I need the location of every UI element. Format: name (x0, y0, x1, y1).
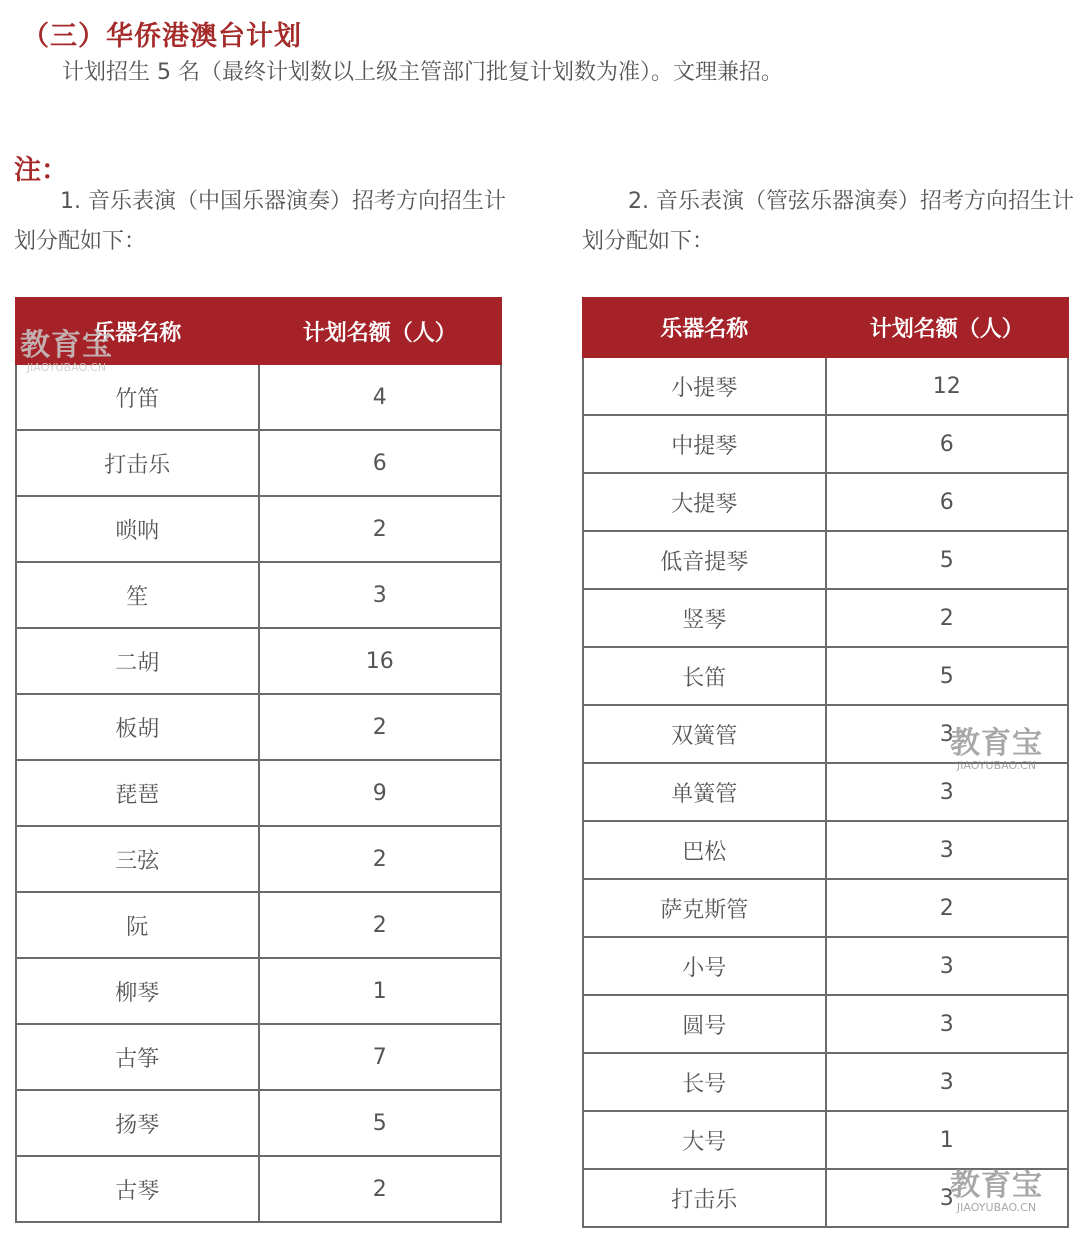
header-quota: 计划名额（人） (826, 298, 1069, 357)
instrument-name-cell: 长号 (583, 1053, 826, 1111)
table-row (16, 1024, 501, 1090)
table-row (16, 1156, 501, 1222)
header-quota: 计划名额（人） (259, 298, 502, 364)
instrument-name-cell: 三弦 (16, 826, 259, 892)
instrument-name-cell: 板胡 (16, 694, 259, 760)
watermark-text: 教育宝 (950, 1168, 1043, 1203)
instrument-name-cell: 萨克斯管 (583, 879, 826, 937)
instrument-name-cell: 中提琴 (583, 415, 826, 473)
table-row (16, 958, 501, 1024)
table-row (583, 1053, 1068, 1111)
table-header-row (583, 298, 1068, 357)
table-row (583, 415, 1068, 473)
quota-cell: 16 (259, 628, 502, 694)
quota-cell: 5 (826, 531, 1069, 589)
section-heading: （三）华侨港澳台计划 (22, 21, 302, 52)
watermark-text: 教育宝 (950, 726, 1043, 761)
watermark-domain: JIAOYUBAO.CN (956, 759, 1037, 772)
instrument-name-cell: 笙 (16, 562, 259, 628)
instrument-name-cell: 古筝 (16, 1024, 259, 1090)
quota-cell: 3 (826, 995, 1069, 1053)
table-row (16, 430, 501, 496)
note-left-text: 1. 音乐表演（中国乐器演奏）招考方向招生计划分配如下： (14, 189, 506, 254)
header-instrument-name: 乐器名称 (583, 298, 826, 357)
quota-cell: 2 (259, 892, 502, 958)
quota-cell: 6 (826, 415, 1069, 473)
instrument-name-cell: 打击乐 (583, 1169, 826, 1227)
table-row (16, 694, 501, 760)
header-instrument-name: 乐器名称 (16, 298, 259, 364)
plan-paragraph: 计划招生 5 名（最终计划数以上级主管部门批复计划数为准）。文理兼招。 (62, 60, 783, 85)
quota-cell: 3 (259, 562, 502, 628)
table-row (583, 763, 1068, 821)
instrument-name-cell: 小提琴 (583, 357, 826, 415)
table-row (583, 473, 1068, 531)
watermark-domain: JIAOYUBAO.CN (956, 1201, 1037, 1214)
quota-cell: 2 (826, 589, 1069, 647)
table-row (583, 589, 1068, 647)
table-row (16, 1090, 501, 1156)
quota-cell: 5 (259, 1090, 502, 1156)
instrument-name-cell: 圆号 (583, 995, 826, 1053)
table-row (583, 357, 1068, 415)
quota-cell: 3 (826, 705, 1069, 763)
quota-cell: 12 (826, 357, 1069, 415)
instrument-name-cell: 唢呐 (16, 496, 259, 562)
quota-cell: 1 (826, 1111, 1069, 1169)
table-row (583, 995, 1068, 1053)
instrument-name-cell: 柳琴 (16, 958, 259, 1024)
table-row (16, 562, 501, 628)
table-row (583, 1111, 1068, 1169)
quota-cell: 7 (259, 1024, 502, 1090)
table-row (16, 760, 501, 826)
table-row (583, 879, 1068, 937)
table-row (16, 364, 501, 430)
quota-cell: 2 (826, 879, 1069, 937)
instrument-name-cell: 扬琴 (16, 1090, 259, 1156)
instrument-name-cell: 低音提琴 (583, 531, 826, 589)
table-row (583, 531, 1068, 589)
table-row (583, 647, 1068, 705)
instrument-name-cell: 大提琴 (583, 473, 826, 531)
quota-cell: 3 (826, 763, 1069, 821)
instrument-name-cell: 二胡 (16, 628, 259, 694)
quota-cell: 6 (259, 430, 502, 496)
table-header-row (16, 298, 501, 364)
orchestral-instruments-table (582, 297, 1069, 1228)
quota-cell: 1 (259, 958, 502, 1024)
note-label: 注： (14, 155, 68, 186)
instrument-name-cell: 小号 (583, 937, 826, 995)
instrument-name-cell: 双簧管 (583, 705, 826, 763)
table-row (16, 628, 501, 694)
quota-cell: 2 (259, 694, 502, 760)
table-row (16, 892, 501, 958)
table-row (16, 496, 501, 562)
instrument-name-cell: 竖琴 (583, 589, 826, 647)
quota-cell: 5 (826, 647, 1069, 705)
instrument-name-cell: 阮 (16, 892, 259, 958)
instrument-name-cell: 长笛 (583, 647, 826, 705)
quota-cell: 2 (259, 826, 502, 892)
instrument-name-cell: 打击乐 (16, 430, 259, 496)
table-row (583, 937, 1068, 995)
chinese-instruments-table (15, 297, 502, 1223)
table-row (583, 1169, 1068, 1227)
quota-cell: 6 (826, 473, 1069, 531)
quota-cell: 3 (826, 1053, 1069, 1111)
quota-cell: 4 (259, 364, 502, 430)
quota-cell: 2 (259, 1156, 502, 1222)
quota-cell: 9 (259, 760, 502, 826)
instrument-name-cell: 古琴 (16, 1156, 259, 1222)
note-right-text: 2. 音乐表演（管弦乐器演奏）招考方向招生计划分配如下： (582, 189, 1074, 254)
quota-cell: 2 (259, 496, 502, 562)
instrument-name-cell: 巴松 (583, 821, 826, 879)
quota-cell: 3 (826, 937, 1069, 995)
quota-cell: 3 (826, 821, 1069, 879)
watermark-domain: JIAOYUBAO.CN (26, 361, 107, 374)
table-row (583, 821, 1068, 879)
instrument-name-cell: 单簧管 (583, 763, 826, 821)
instrument-name-cell: 大号 (583, 1111, 826, 1169)
watermark-text: 教育宝 (20, 328, 113, 363)
quota-cell: 3 (826, 1169, 1069, 1227)
instrument-name-cell: 竹笛 (16, 364, 259, 430)
instrument-name-cell: 琵琶 (16, 760, 259, 826)
table-row (16, 826, 501, 892)
table-row (583, 705, 1068, 763)
